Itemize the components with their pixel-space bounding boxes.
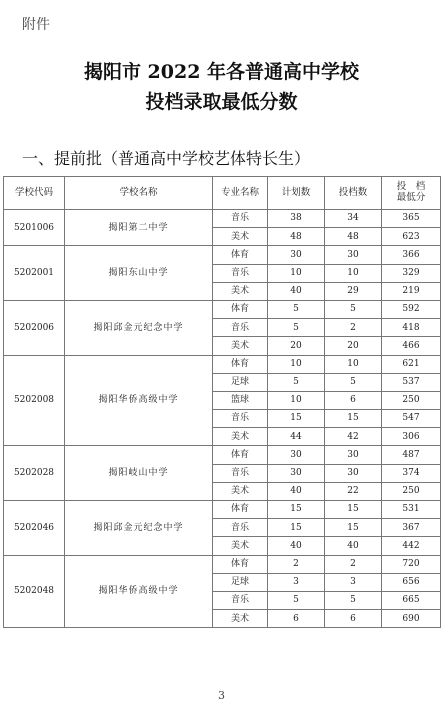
cell-major: 音乐 — [213, 464, 268, 482]
cell-admitted: 30 — [325, 446, 382, 464]
cell-admitted: 30 — [325, 246, 382, 264]
cell-plan: 15 — [268, 519, 325, 537]
cell-min-score: 418 — [382, 319, 441, 337]
cell-major: 美术 — [213, 610, 268, 628]
cell-major: 体育 — [213, 446, 268, 464]
cell-plan: 3 — [268, 573, 325, 591]
cell-plan: 48 — [268, 228, 325, 246]
cell-plan: 2 — [268, 555, 325, 573]
cell-school-name: 揭阳东山中学 — [65, 246, 213, 301]
cell-school-name: 揭阳岐山中学 — [65, 446, 213, 501]
cell-major: 体育 — [213, 300, 268, 318]
table-header-row — [4, 177, 441, 210]
cell-major: 美术 — [213, 428, 268, 446]
cell-min-score: 219 — [382, 282, 441, 300]
cell-school-name: 揭阳邱金元纪念中学 — [65, 300, 213, 355]
cell-plan: 38 — [268, 210, 325, 228]
table-row — [4, 246, 441, 264]
cell-admitted: 10 — [325, 264, 382, 282]
cell-min-score: 665 — [382, 591, 441, 609]
cell-school-name: 揭阳华侨高级中学 — [65, 555, 213, 628]
cell-plan: 5 — [268, 319, 325, 337]
cell-admitted: 6 — [325, 391, 382, 409]
cell-plan: 20 — [268, 337, 325, 355]
cell-major: 音乐 — [213, 410, 268, 428]
cell-admitted: 15 — [325, 501, 382, 519]
header-min-score-line2: 最低分 — [396, 192, 426, 203]
cell-plan: 15 — [268, 410, 325, 428]
cell-major: 音乐 — [213, 519, 268, 537]
cell-plan: 40 — [268, 482, 325, 500]
cell-min-score: 623 — [382, 228, 441, 246]
cell-school-code: 5202048 — [4, 555, 65, 628]
page-number: 3 — [218, 689, 225, 702]
header-admitted: 投档数 — [325, 177, 382, 210]
cell-school-code: 5202028 — [4, 446, 65, 501]
header-min-score — [382, 177, 441, 210]
cell-admitted: 3 — [325, 573, 382, 591]
cell-min-score: 547 — [382, 410, 441, 428]
cell-min-score: 367 — [382, 519, 441, 537]
table-row — [4, 555, 441, 573]
cell-major: 音乐 — [213, 210, 268, 228]
cell-min-score: 250 — [382, 482, 441, 500]
cell-school-code: 5202008 — [4, 355, 65, 446]
cell-admitted: 15 — [325, 410, 382, 428]
cell-major: 体育 — [213, 246, 268, 264]
cell-major: 音乐 — [213, 591, 268, 609]
cell-plan: 10 — [268, 391, 325, 409]
cell-major: 美术 — [213, 537, 268, 555]
cell-major: 足球 — [213, 573, 268, 591]
cell-admitted: 5 — [325, 591, 382, 609]
cell-major: 篮球 — [213, 391, 268, 409]
cell-plan: 30 — [268, 464, 325, 482]
cell-major: 美术 — [213, 482, 268, 500]
header-school-name: 学校名称 — [65, 177, 213, 210]
cell-admitted: 20 — [325, 337, 382, 355]
document-title-line2: 投档录取最低分数 — [145, 91, 298, 113]
cell-admitted: 48 — [325, 228, 382, 246]
cell-admitted: 5 — [325, 373, 382, 391]
cell-major: 美术 — [213, 282, 268, 300]
cell-min-score: 329 — [382, 264, 441, 282]
cell-major: 音乐 — [213, 319, 268, 337]
cell-plan: 15 — [268, 501, 325, 519]
table-row — [4, 446, 441, 464]
cell-plan: 6 — [268, 610, 325, 628]
cell-min-score: 531 — [382, 501, 441, 519]
header-school-code: 学校代码 — [4, 177, 65, 210]
cell-min-score: 250 — [382, 391, 441, 409]
cell-plan: 10 — [268, 264, 325, 282]
cell-school-name: 揭阳邱金元纪念中学 — [65, 501, 213, 556]
cell-min-score: 621 — [382, 355, 441, 373]
cell-school-name: 揭阳华侨高级中学 — [65, 355, 213, 446]
cell-admitted: 2 — [325, 319, 382, 337]
table-body — [4, 210, 441, 628]
cell-plan: 10 — [268, 355, 325, 373]
cell-major: 音乐 — [213, 264, 268, 282]
attachment-label: 附件 — [22, 17, 50, 33]
cell-admitted: 22 — [325, 482, 382, 500]
cell-plan: 40 — [268, 282, 325, 300]
header-major: 专业名称 — [213, 177, 268, 210]
cell-min-score: 537 — [382, 373, 441, 391]
cell-min-score: 592 — [382, 300, 441, 318]
cell-plan: 5 — [268, 300, 325, 318]
table-row — [4, 300, 441, 318]
cell-school-code: 5202006 — [4, 300, 65, 355]
cell-min-score: 365 — [382, 210, 441, 228]
cell-min-score: 306 — [382, 428, 441, 446]
header-plan: 计划数 — [268, 177, 325, 210]
cell-min-score: 366 — [382, 246, 441, 264]
table-row — [4, 355, 441, 373]
cell-major: 足球 — [213, 373, 268, 391]
cell-plan: 30 — [268, 246, 325, 264]
cell-admitted: 30 — [325, 464, 382, 482]
cell-major: 体育 — [213, 501, 268, 519]
cell-major: 体育 — [213, 555, 268, 573]
cell-min-score: 466 — [382, 337, 441, 355]
cell-admitted: 40 — [325, 537, 382, 555]
cell-admitted: 29 — [325, 282, 382, 300]
cell-major: 体育 — [213, 355, 268, 373]
cell-min-score: 442 — [382, 537, 441, 555]
cell-admitted: 10 — [325, 355, 382, 373]
cell-admitted: 2 — [325, 555, 382, 573]
cell-plan: 5 — [268, 373, 325, 391]
cell-plan: 5 — [268, 591, 325, 609]
cell-min-score: 374 — [382, 464, 441, 482]
cell-plan: 40 — [268, 537, 325, 555]
cell-plan: 44 — [268, 428, 325, 446]
cell-major: 美术 — [213, 228, 268, 246]
cell-school-name: 揭阳第二中学 — [65, 210, 213, 246]
document-title-line1: 揭阳市 2022 年各普通高中学校 — [83, 61, 360, 83]
cell-admitted: 15 — [325, 519, 382, 537]
cell-admitted: 5 — [325, 300, 382, 318]
section-heading: 一、提前批（普通高中学校艺体特长生） — [22, 149, 311, 168]
cell-admitted: 6 — [325, 610, 382, 628]
header-min-score-line1: 投 档 — [396, 181, 426, 193]
cell-admitted: 34 — [325, 210, 382, 228]
admission-score-table — [3, 176, 441, 628]
table-row — [4, 210, 441, 228]
cell-min-score: 690 — [382, 610, 441, 628]
cell-plan: 30 — [268, 446, 325, 464]
cell-school-code: 5202001 — [4, 246, 65, 301]
cell-school-code: 5202046 — [4, 501, 65, 556]
table-row — [4, 501, 441, 519]
cell-min-score: 656 — [382, 573, 441, 591]
cell-admitted: 42 — [325, 428, 382, 446]
cell-min-score: 720 — [382, 555, 441, 573]
cell-min-score: 487 — [382, 446, 441, 464]
cell-school-code: 5201006 — [4, 210, 65, 246]
cell-major: 美术 — [213, 337, 268, 355]
